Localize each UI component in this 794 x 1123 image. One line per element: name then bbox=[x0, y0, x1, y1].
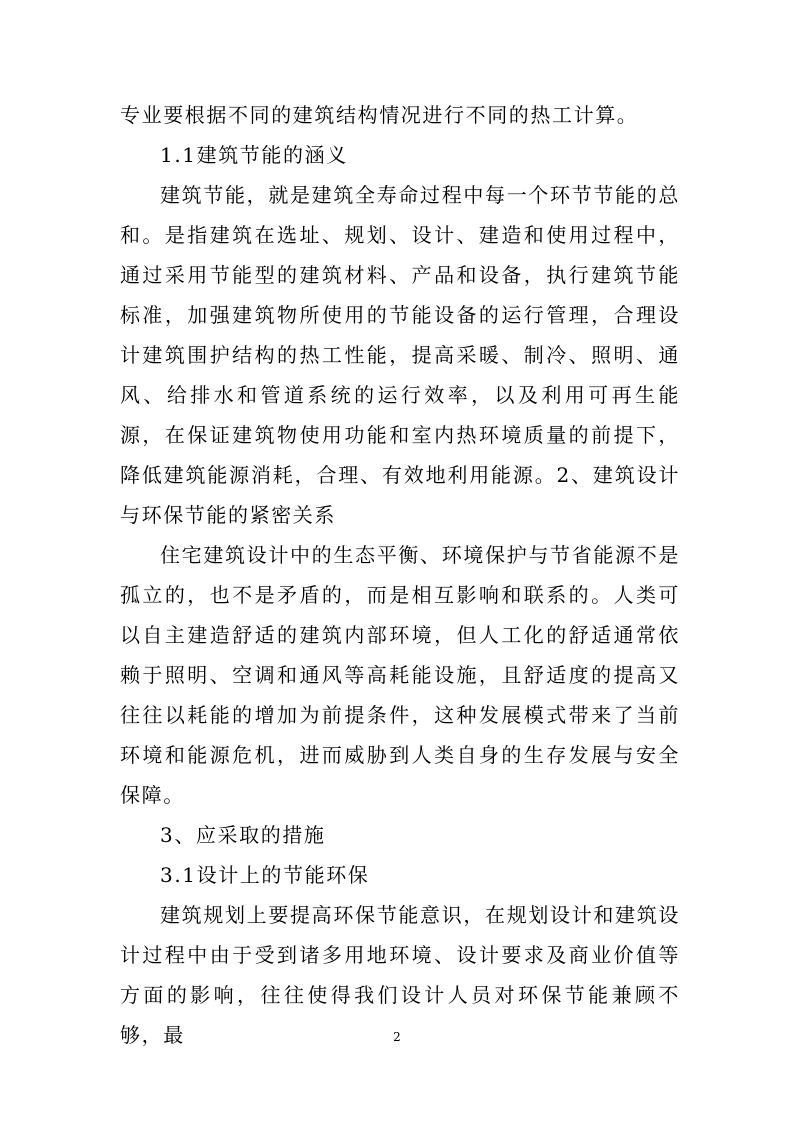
document-body bbox=[120, 95, 680, 1055]
paragraph-continued: 专业要根据不同的建筑结构情况进行不同的热工计算。 bbox=[120, 103, 639, 127]
paragraph-planning-awareness: 建筑规划上要提高环保节能意识，在规划设计和建筑设计过程中由于受到诸多用地环境、设计要求及商业价值等方面的影响，往往使得我们设计人员对环保节能兼顾不够，最 bbox=[120, 903, 680, 1047]
section-heading-3-1: 3.1设计上的节能环保 bbox=[160, 863, 370, 887]
section-heading-3: 3、应采取的措施 bbox=[160, 823, 326, 847]
paragraph-building-energy-definition: 建筑节能，就是建筑全寿命过程中每一个环节节能的总和。是指建筑在选址、规划、设计、建造和使用过程中，通过采用节能型的建筑材料、产品和设备，执行建筑节能标准，加强建筑物所使用的节能设备的运行管理，合理设计建筑围护结构的热工性能，提高采暖、制冷、照明、通风、给排水和管道系统的运行效率，以及利用可再生能源，在保证建筑物使用功能和室内热环境质量的前提下，降低建筑能源消耗，合理、有效地利用能源。2、建筑设计与环保节能的紧密关系 bbox=[120, 183, 680, 527]
paragraph-ecological-balance: 住宅建筑设计中的生态平衡、环境保护与节省能源不是孤立的，也不是矛盾的，而是相互影响和联系的。人类可以自主建造舒适的建筑内部环境，但人工化的舒适通常依赖于照明、空调和通风等高耗能设施，且舒适度的提高又往往以耗能的增加为前提条件，这种发展模式带来了当前环境和能源危机，进而威胁到人类自身的生存发展与安全保障。 bbox=[120, 543, 680, 807]
section-heading-1-1: 1.1建筑节能的涵义 bbox=[160, 143, 348, 167]
page-number: 2 bbox=[393, 1030, 401, 1044]
